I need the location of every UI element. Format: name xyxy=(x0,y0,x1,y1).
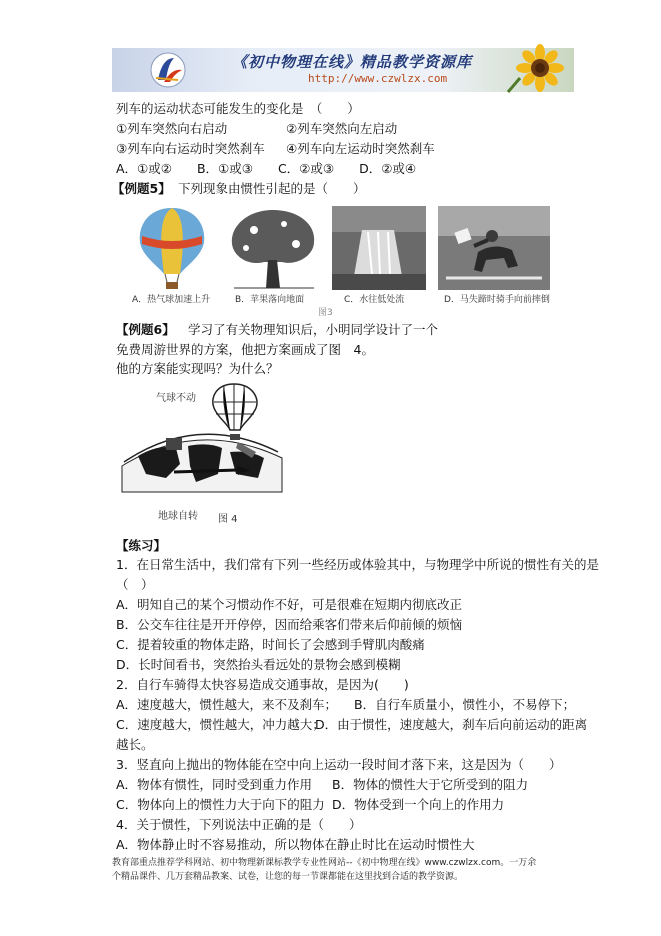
q1-stem: 1．在日常生活中，我们常有下列一些经历或体验其中，与物理学中所说的惯性有关的是 xyxy=(116,557,599,572)
intro-option-2: ②列车突然向左启动 xyxy=(286,121,398,136)
intro-choices: A．①或② B．①或③ C．②或③ D．②或④ xyxy=(116,161,417,176)
practice-header: 【练习】 xyxy=(116,538,167,553)
caption-b: B．苹果落向地面 xyxy=(235,295,305,305)
sunflower-icon xyxy=(500,48,570,92)
intro-option-3: ③列车向右运动时突然刹车 xyxy=(116,141,265,156)
q1-option-b: B．公交车往往是开开停停，因而给乘客们带来后仰前倾的烦恼 xyxy=(116,617,463,632)
figure4-earth-balloon xyxy=(118,382,284,524)
q3-option-a: A．物体有惯性，同时受到重力作用 xyxy=(116,777,313,792)
intro-option-4: ④列车向左运动时突然刹车 xyxy=(286,141,435,156)
apple-tree-picture xyxy=(224,204,322,290)
caption-d: D．马失蹄时骑手向前摔倒 xyxy=(444,295,550,305)
balloon-still-label: 气球不动 xyxy=(156,393,196,404)
q4-stem: 4．关于惯性，下列说法中正确的是（ ） xyxy=(116,817,362,832)
q1-option-c: C．提着较重的物体走路，时间长了会感到手臂肌肉酸痛 xyxy=(116,637,425,652)
example6-line3: 他的方案能实现吗？为什么？ xyxy=(116,361,279,376)
q1-option-a: A．明知自己的某个习惯动作不好，可是很难在短期内彻底改正 xyxy=(116,597,463,612)
hot-air-balloon-icon xyxy=(213,384,257,440)
q3-option-c: C．物体向上的惯性力大于向下的阻力 xyxy=(116,797,325,812)
horse-rider-picture xyxy=(438,206,550,290)
example6-line2: 免费周游世界的方案，他把方案画成了图 4。 xyxy=(116,342,374,357)
footer-line1: 教育部重点推荐学科网站、初中物理新课标教学专业性网站--《初中物理在线》www.czwlzx.com。一万余 xyxy=(112,858,537,868)
footer-line2: 个精品课件、几万套精品教案、试卷，让您的每一节课都能在这里找到合适的教学资源。 xyxy=(112,872,464,882)
example5-label: 【例题5】 xyxy=(112,181,171,196)
banner-url[interactable]: http://www.czwlzx.com xyxy=(308,72,448,85)
q3-option-d: D．物体受到一个向上的作用力 xyxy=(332,797,505,812)
hot-air-balloon-picture xyxy=(128,204,216,290)
q2-option-d: D．由于惯性，速度越大，刹车后向前运动的距离 xyxy=(315,717,588,732)
figure4-label: 图 4 xyxy=(218,514,238,525)
q2-stem: 2．自行车骑得太快容易造成交通事故，是因为( ) xyxy=(116,677,409,692)
q2-option-a: A．速度越大，惯性越大，来不及刹车； xyxy=(116,697,338,712)
example6-line1: 学习了有关物理知识后，小明同学设计了一个 xyxy=(188,322,439,337)
intro-question: 列车的运动状态可能发生的变化是 （ ） xyxy=(116,101,360,116)
q3-stem: 3．竖直向上抛出的物体能在空中向上运动一段时间才落下来，这是因为（ ） xyxy=(116,757,562,772)
example6-label: 【例题6】 xyxy=(116,322,175,337)
caption-a: A．热气球加速上升 xyxy=(132,295,211,305)
q3-option-b: B．物体的惯性大于它所受到的阻力 xyxy=(332,777,529,792)
q2-option-d-continued: 越长。 xyxy=(116,737,154,752)
earth-rotation-label: 地球自转 xyxy=(158,511,198,522)
banner-title: 《初中物理在线》精品教学资源库 xyxy=(232,53,473,71)
q2-option-b: B．自行车质量小，惯性小，不易停下； xyxy=(354,697,576,712)
site-banner xyxy=(112,48,574,92)
figure-3-label: 图3 xyxy=(318,308,333,318)
site-logo-icon xyxy=(148,50,188,90)
q1-option-d: D．长时间看书，突然抬头看远处的景物会感到模糊 xyxy=(116,657,401,672)
q2-option-c: C．速度越大，惯性越大，冲力越大； xyxy=(116,717,325,732)
intro-option-1: ①列车突然向右启动 xyxy=(116,121,228,136)
example5-text: 下列现象由惯性引起的是（ ） xyxy=(178,181,366,196)
waterfall-picture xyxy=(332,206,426,290)
q4-option-a: A．物体静止时不容易推动，所以物体在静止时比在运动时惯性大 xyxy=(116,837,475,852)
q1-paren: （ ） xyxy=(116,577,154,592)
caption-c: C．水往低处流 xyxy=(344,295,405,305)
